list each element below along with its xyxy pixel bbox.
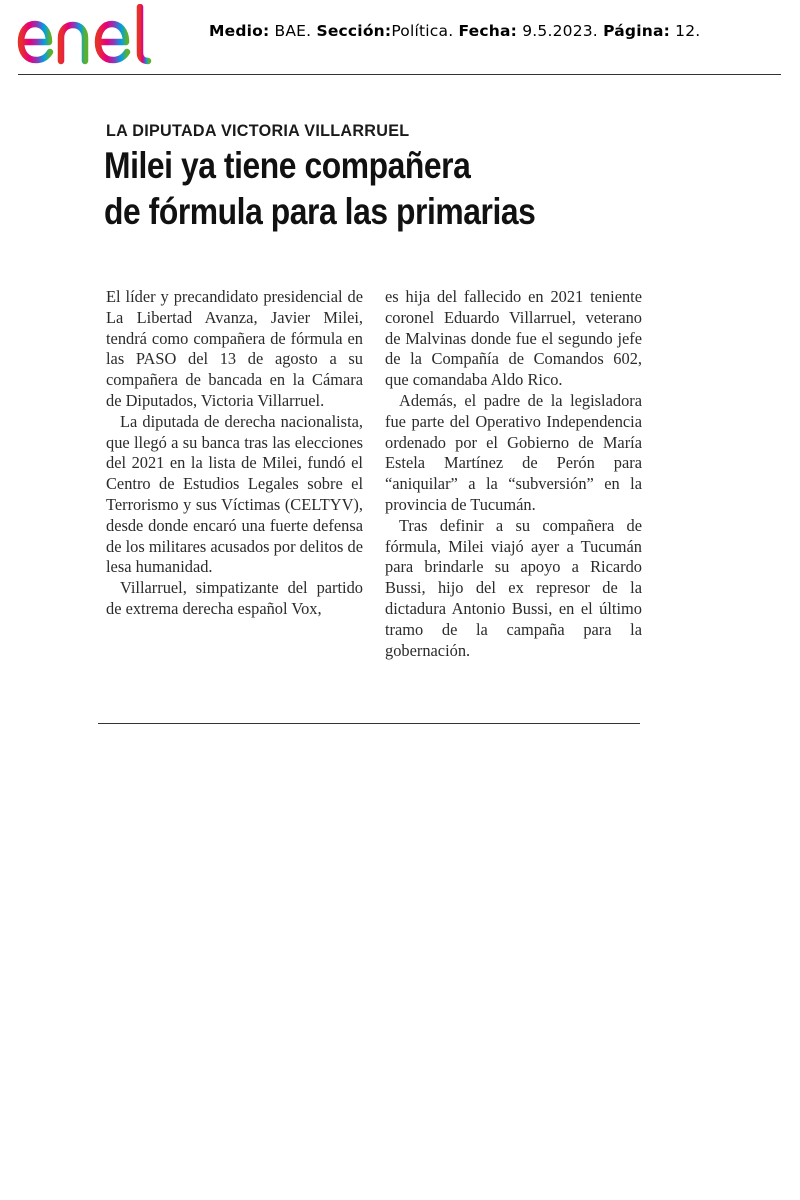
article-column-right bbox=[385, 287, 642, 661]
article-paragraph: Villarruel, simpatizante del partido de extrema derecha español Vox, bbox=[106, 578, 363, 618]
pagina-value: 12. bbox=[675, 22, 701, 40]
fecha-value: 9.5.2023. bbox=[522, 22, 598, 40]
article-end-divider bbox=[98, 723, 640, 724]
pagina-label: Página: bbox=[603, 22, 670, 40]
article-paragraph: Tras definir a su compañera de fórmula, Milei viajó ayer a Tucumán para brindarle su apoyo a Ricardo Bussi, hijo del ex represor de la dictadura Antonio Bussi, en el último tramo de la campaña para la gobernación. bbox=[385, 515, 642, 660]
headline-line-2: de fórmula para las primarias bbox=[104, 191, 536, 232]
article-paragraph: Además, el padre de la legisladora fue parte del Operativo Independencia ordenado por el Gobierno de María Estela Martínez de Perón para “aniquilar” a la “subversión” en la provincia de Tucumán. bbox=[385, 390, 642, 514]
article-paragraph: El líder y precandidato presidencial de La Libertad Avanza, Javier Milei, tendrá como compañera de fórmula en las PASO del 13 de agosto a su compañera de bancada en la Cámara de Diputados, Victoria Villarruel. bbox=[106, 287, 363, 410]
article-paragraph: La diputada de derecha nacionalista, que llegó a su banca tras las elecciones del 2021 en la lista de Milei, fundó el Centro de Estudios Legales sobre el Terrorismo y sus Víctimas (CELTYV), desde donde encaró una fuerte defensa de los militares acusados por delitos de lesa humanidad. bbox=[106, 411, 363, 577]
article-column-left bbox=[106, 287, 363, 620]
headline-line-1: Milei ya tiene compañera bbox=[104, 145, 471, 186]
article-kicker: LA DIPUTADA VICTORIA VILLARRUEL bbox=[106, 121, 410, 140]
article-paragraph: es hija del fallecido en 2021 teniente coronel Eduardo Villarruel, veterano de Malvinas donde fue el segundo jefe de la Compañía de Comandos 602, que comandaba Aldo Rico. bbox=[385, 287, 642, 390]
medio-value: BAE. bbox=[274, 22, 312, 40]
seccion-label: Sección: bbox=[316, 22, 392, 40]
enel-logo bbox=[16, 4, 186, 66]
medio-label: Medio: bbox=[209, 22, 270, 40]
header-divider bbox=[18, 74, 781, 75]
publication-metadata bbox=[209, 22, 700, 40]
seccion-value: Política. bbox=[391, 22, 454, 40]
fecha-label: Fecha: bbox=[458, 22, 518, 40]
article-headline bbox=[104, 143, 637, 235]
